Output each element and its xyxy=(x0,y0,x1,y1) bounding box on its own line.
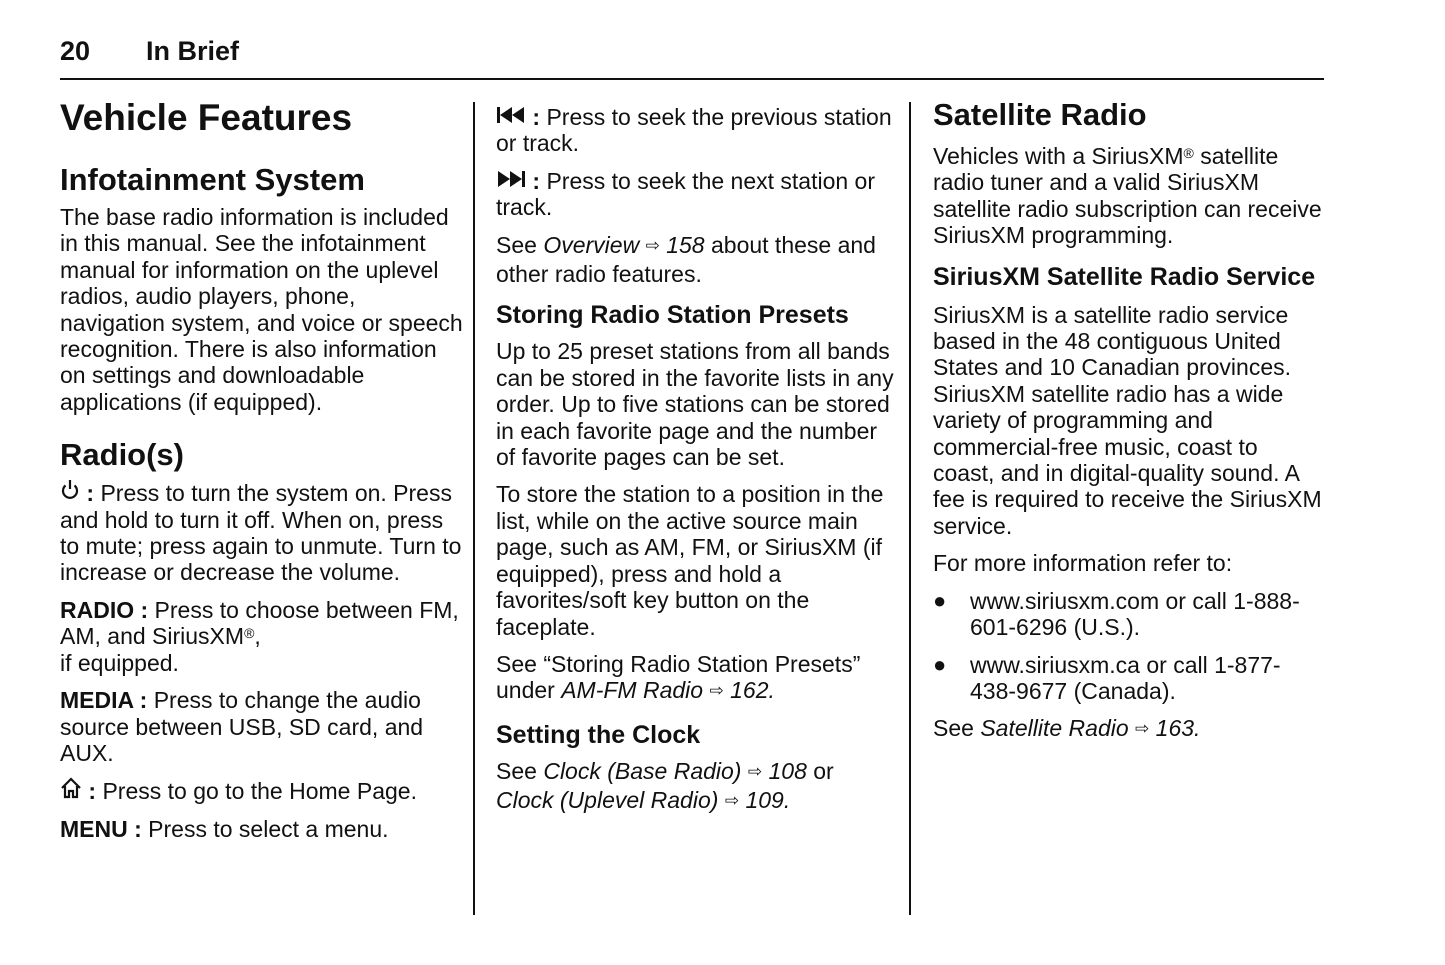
media-label: MEDIA : xyxy=(60,687,148,714)
seek-next-text: Press to seek the next station or track. xyxy=(496,167,876,221)
radio-text: Press to choose between FM, AM, and SiriusXM xyxy=(60,596,459,650)
more-info-text: For more information refer to: xyxy=(933,550,1233,577)
am-fm-radio-page[interactable]: 162 xyxy=(730,677,769,704)
column-right xyxy=(933,94,1323,745)
satellite-radio-heading: Satellite Radio xyxy=(933,97,1147,132)
seek-previous-description xyxy=(496,104,896,157)
menu-label: MENU : xyxy=(60,815,142,842)
seek-forward-icon xyxy=(496,169,526,192)
clock-base-page[interactable]: 108 xyxy=(768,757,807,784)
media-text: Press to change the audio source between USB, SD card, and AUX. xyxy=(60,687,424,766)
overview-reference xyxy=(496,232,896,288)
presets-heading: Storing Radio Station Presets xyxy=(496,301,849,330)
bullet: ● xyxy=(933,587,947,613)
radio-text-comma: , xyxy=(254,623,261,650)
page-ref-arrow: ⇨ xyxy=(1135,719,1150,739)
presets-paragraph-1: Up to 25 preset stations from all bands can be stored in the favorite lists in any order. Up to five stations can be stored in each favorite page and the number of favorite pages can be set. xyxy=(496,338,894,471)
page-header xyxy=(60,34,1324,80)
am-fm-radio-link[interactable]: AM-FM Radio xyxy=(561,677,704,704)
bullet: ● xyxy=(933,651,947,677)
satellite-radio-page[interactable]: 163 xyxy=(1155,715,1195,742)
presets-paragraph-2: To store the station to a position in the list, while on the active source main page, such as AM, FM, or SiriusXM (if equipped), press and hold a favorites/soft key button on the faceplate. xyxy=(496,481,884,640)
list-item xyxy=(933,652,1323,705)
page-ref-arrow: ⇨ xyxy=(645,235,660,255)
page-ref-arrow: ⇨ xyxy=(724,791,740,811)
home-icon xyxy=(60,777,82,802)
power-description xyxy=(60,479,465,586)
infotainment-text: The base radio information is included in this manual. See the infotainment manual for information on the uplevel radios, audio players, phone, navigation system, and voice or speech recognition. There is also information on settings and downloadable applications (if equipped). xyxy=(60,204,463,415)
satellite-text-b: satellite radio tuner and a valid SiriusXM satellite radio subscription can receive SiriusXM programming. xyxy=(933,143,1322,249)
radio-label: RADIO : xyxy=(60,596,149,623)
section-title: In Brief xyxy=(146,36,240,66)
see-text: See xyxy=(496,231,544,258)
service-heading: SiriusXM Satellite Radio Service xyxy=(933,262,1316,291)
clock-heading: Setting the Clock xyxy=(496,720,701,749)
satellite-radio-reference xyxy=(933,715,1323,744)
service-text: SiriusXM is a satellite radio service based in the 48 contiguous United States and 10 Canadian provinces. SiriusXM satellite radio has a wide variety of programming and commercial-free music, coast to coast, and in digital-quality sound. A fee is required to receive the SiriusXM service. xyxy=(933,301,1322,539)
satellite-radio-text xyxy=(933,143,1323,249)
overview-post: about these and other radio features. xyxy=(496,231,876,288)
infotainment-heading: Infotainment System xyxy=(60,162,365,197)
page-number: 20 xyxy=(60,36,91,66)
list-item-text[interactable]: www.siriusxm.ca or call 1-877-438-9677 (Canada). xyxy=(970,651,1281,704)
clock-uplevel-link[interactable]: Clock (Uplevel Radio) xyxy=(496,787,719,814)
period: . xyxy=(1194,715,1201,742)
period: . xyxy=(768,677,775,704)
see-text: See xyxy=(933,715,981,742)
seek-next-description xyxy=(496,168,896,221)
satellite-text-a: Vehicles with a SiriusXM xyxy=(933,143,1184,169)
radio-text-equipped: if equipped. xyxy=(60,649,179,676)
home-description xyxy=(60,777,465,804)
home-text: Press to go to the Home Page. xyxy=(102,778,417,805)
clock-base-link[interactable]: Clock (Base Radio) xyxy=(543,757,742,784)
presets-see-text: See “Storing Radio Station Presets” under xyxy=(496,650,861,704)
menu-text: Press to select a menu. xyxy=(141,815,389,842)
page-ref-arrow: ⇨ xyxy=(747,761,763,781)
registered-mark: ® xyxy=(244,625,255,642)
clock-see-text: See xyxy=(496,757,544,784)
media-description xyxy=(60,687,465,766)
radio-description xyxy=(60,597,465,676)
seek-next-separator: : xyxy=(526,167,547,194)
column-left xyxy=(60,94,465,842)
power-text: Press to turn the system on. Press and hold to turn it off. When on, press to mute; press again to unmute. Turn to increase or decrease the volume. xyxy=(60,480,462,586)
column-middle xyxy=(496,94,896,817)
radios-heading: Radio(s) xyxy=(60,437,184,473)
clock-uplevel-page[interactable]: 109 xyxy=(745,787,784,814)
power-icon xyxy=(60,479,80,504)
period: . xyxy=(783,787,791,814)
page-title: Vehicle Features xyxy=(60,97,353,138)
list-item-text[interactable]: www.siriusxm.com or call 1-888-601-6296 (U.S.). xyxy=(970,587,1300,641)
seek-back-icon xyxy=(496,105,526,128)
registered-mark: ® xyxy=(1183,145,1194,161)
column-divider xyxy=(473,102,475,915)
seek-previous-text: Press to seek the previous station or track. xyxy=(496,104,892,157)
overview-link[interactable]: Overview xyxy=(543,231,640,258)
home-separator: : xyxy=(82,778,103,805)
overview-page[interactable]: 158 xyxy=(666,231,705,258)
list-item xyxy=(933,588,1323,641)
satellite-radio-link[interactable]: Satellite Radio xyxy=(980,715,1129,742)
page-ref-arrow: ⇨ xyxy=(709,681,724,701)
menu-description xyxy=(60,816,465,842)
power-separator: : xyxy=(80,480,101,507)
clock-or: or xyxy=(806,757,834,784)
column-divider xyxy=(909,102,911,915)
presets-reference xyxy=(496,651,896,707)
clock-reference xyxy=(496,758,896,817)
seek-previous-separator: : xyxy=(526,104,547,130)
